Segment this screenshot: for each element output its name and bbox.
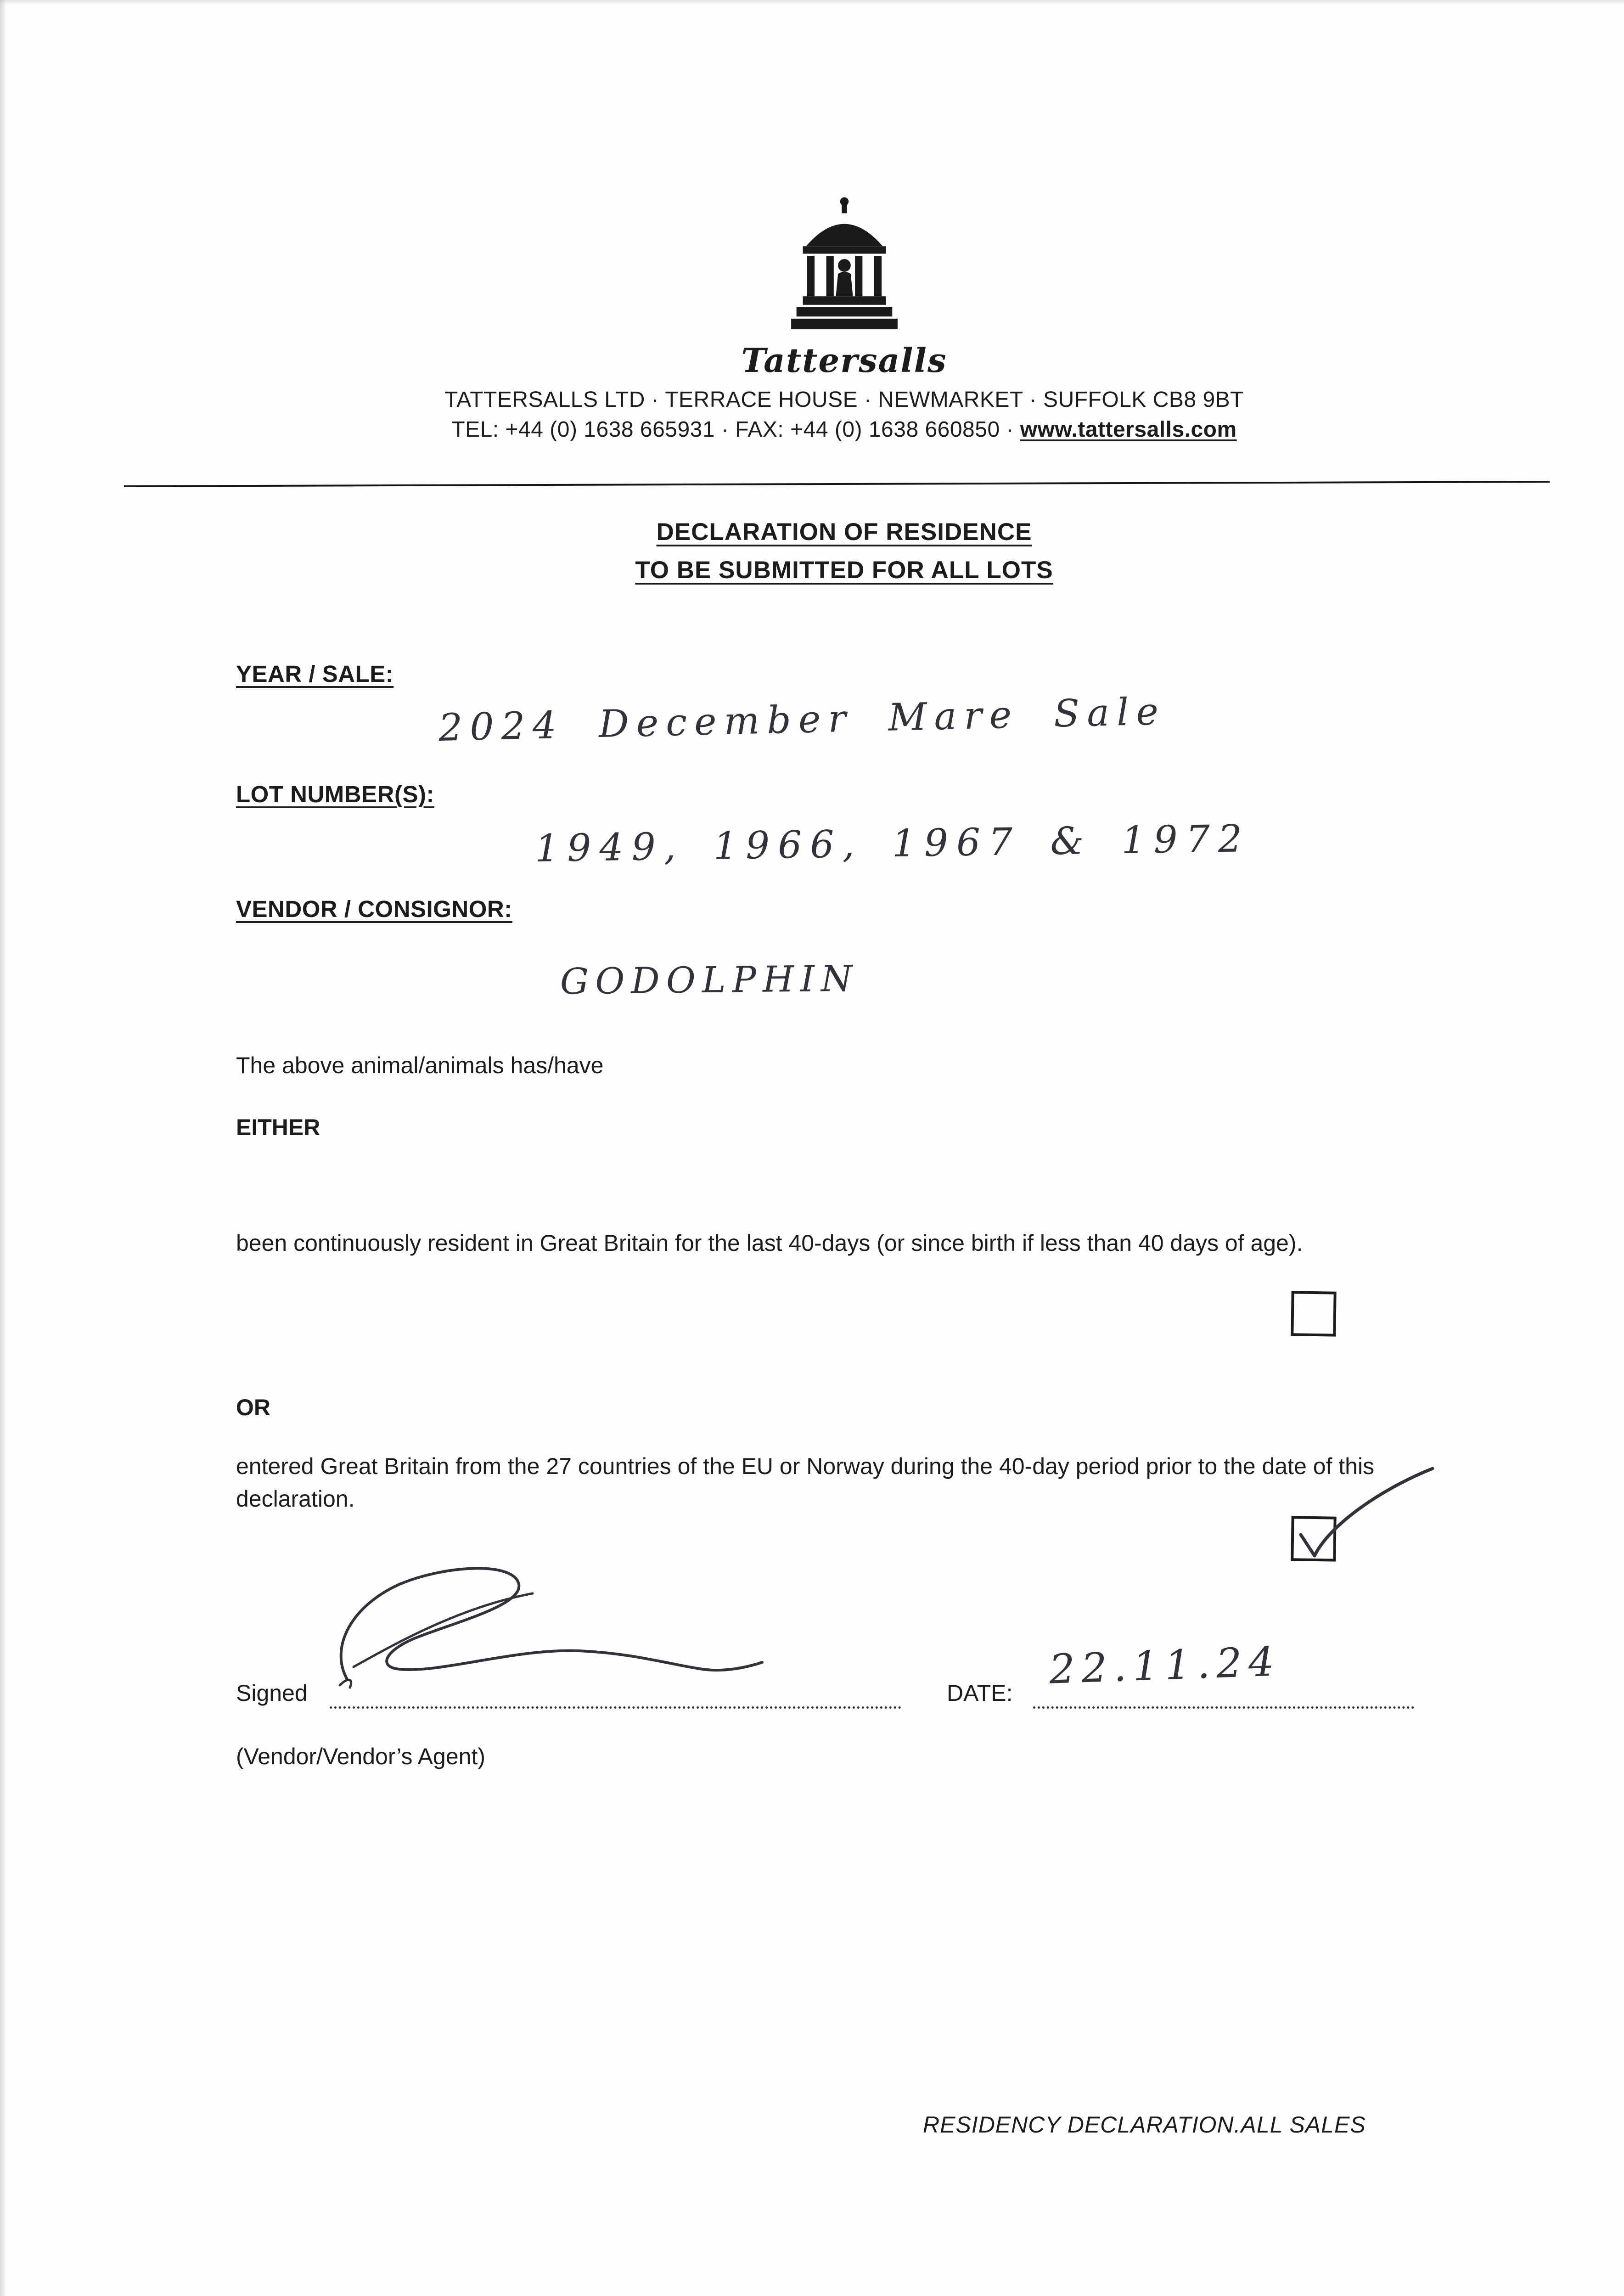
option-1-text: been continuously resident in Great Britain for the last 40-days (or since birth if less than 40 days of age).: [236, 1230, 1303, 1256]
option-1-checkbox[interactable]: [1291, 1291, 1336, 1336]
company-contact-line: [64, 417, 1624, 442]
document-title: [64, 518, 1624, 594]
lot-numbers-label: LOT NUMBER(S):: [236, 781, 434, 807]
title-line-2: TO BE SUBMITTED FOR ALL LOTS: [635, 557, 1053, 584]
year-sale-label: YEAR / SALE:: [236, 661, 394, 687]
year-sale-handwritten-value: 2024 December Mare Sale: [438, 690, 1166, 750]
date-dotted-line: [1033, 1706, 1414, 1709]
handwritten-signature: [321, 1552, 781, 1706]
title-line-1: DECLARATION OF RESIDENCE: [656, 518, 1032, 546]
contact-numbers: TEL: +44 (0) 1638 665931 · FAX: +44 (0) 1638 660850 ·: [451, 417, 1020, 442]
brand-name: Tattersalls: [741, 341, 947, 380]
tattersalls-rotunda-logo-icon: [64, 195, 1624, 338]
either-label: EITHER: [236, 1114, 320, 1140]
vendor-handwritten-value: GODOLPHIN: [560, 958, 859, 1003]
vendor-consignor-label: VENDOR / CONSIGNOR:: [236, 896, 512, 922]
header-divider: [124, 481, 1550, 487]
or-label: OR: [236, 1395, 270, 1420]
lot-numbers-handwritten-value: 1949, 1966, 1967 & 1972: [534, 817, 1251, 871]
footer-document-reference: RESIDENCY DECLARATION.ALL SALES: [923, 2112, 1366, 2138]
option-2-tick: [1283, 1461, 1435, 1570]
vendor-agent-note: (Vendor/Vendor’s Agent): [236, 1744, 485, 1769]
company-address: TATTERSALLS LTD · TERRACE HOUSE · NEWMARKET · SUFFOLK CB8 9BT: [444, 388, 1244, 412]
date-handwritten-value: 22.11.24: [1048, 1638, 1281, 1693]
signed-label: Signed: [236, 1680, 308, 1706]
letterhead: [64, 195, 1624, 442]
website-link[interactable]: www.tattersalls.com: [1020, 417, 1237, 442]
date-label: DATE:: [947, 1680, 1013, 1706]
signature-dotted-line: [330, 1706, 901, 1709]
option-2-text: entered Great Britain from the 27 countries of the EU or Norway during the 40-day period prior to the date of this declaration.: [236, 1453, 1375, 1512]
declaration-intro: The above animal/animals has/have: [236, 1052, 604, 1078]
